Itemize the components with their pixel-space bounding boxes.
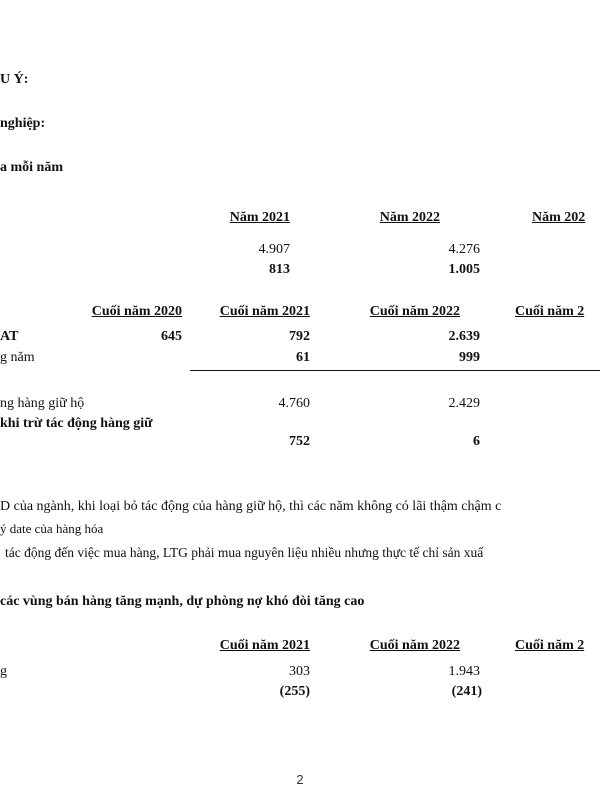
section-heading-sales: các vùng bán hàng tăng mạnh, dự phòng nợ khó đòi tăng cao — [0, 594, 365, 609]
heading-note: U Ý: — [0, 72, 29, 87]
table-cell: 2.639 — [448, 329, 480, 344]
table-cell: 6 — [473, 434, 480, 449]
table-cell: 4.760 — [278, 396, 310, 411]
table-cell: 4.276 — [448, 242, 480, 257]
heading-enterprise: nghiệp: — [0, 116, 46, 131]
row-label-excluding-held: khi trừ tác động hàng giữ — [0, 416, 153, 431]
col-header-end-2022: Cuối năm 2022 — [369, 638, 460, 653]
paragraph-line: D của ngành, khi loại bỏ tác động của hàng giữ hộ, thì các năm không có lãi thậm chậm c — [0, 499, 502, 514]
table-cell: 999 — [459, 350, 480, 365]
table-cell: 752 — [289, 434, 310, 449]
col-header-end-2020: Cuối năm 2020 — [91, 304, 182, 319]
col-header-end-2022: Cuối năm 2022 — [369, 304, 460, 319]
col-header-end-202x: Cuối năm 2 — [515, 304, 585, 319]
table-cell: 792 — [289, 329, 310, 344]
col-header-end-202x: Cuối năm 2 — [515, 638, 585, 653]
page-number: 2 — [296, 772, 304, 787]
col-header-end-2021: Cuối năm 2021 — [219, 638, 310, 653]
table-cell: 4.907 — [258, 242, 290, 257]
heading-each-year: a mỗi năm — [0, 160, 63, 175]
table-cell: 1.943 — [448, 664, 480, 679]
table-cell: (241) — [451, 684, 482, 699]
table-cell: 813 — [269, 262, 290, 277]
table-cell: 303 — [289, 664, 310, 679]
col-header-202x: Năm 202 — [532, 210, 586, 225]
row-label: g — [0, 664, 7, 679]
paragraph-line: ý date của hàng hóa — [0, 521, 104, 536]
col-header-2022: Năm 2022 — [379, 210, 440, 225]
row-label-held-goods: ng hàng giữ hộ — [0, 396, 85, 411]
table-cell: (255) — [279, 684, 310, 699]
row-label-vat: AT — [0, 329, 19, 344]
table-cell: 645 — [161, 329, 182, 344]
col-header-2021: Năm 2021 — [229, 210, 290, 225]
row-label-year: g năm — [0, 350, 35, 365]
col-header-end-2021: Cuối năm 2021 — [219, 304, 310, 319]
table-cell: 2.429 — [448, 396, 480, 411]
paragraph-line: tác động đến việc mua hàng, LTG phải mua nguyên liệu nhiều nhưng thực tế chỉ sản xuấ — [5, 545, 484, 560]
table-cell: 61 — [296, 350, 310, 365]
table-cell: 1.005 — [448, 262, 480, 277]
table-rule — [190, 370, 600, 371]
